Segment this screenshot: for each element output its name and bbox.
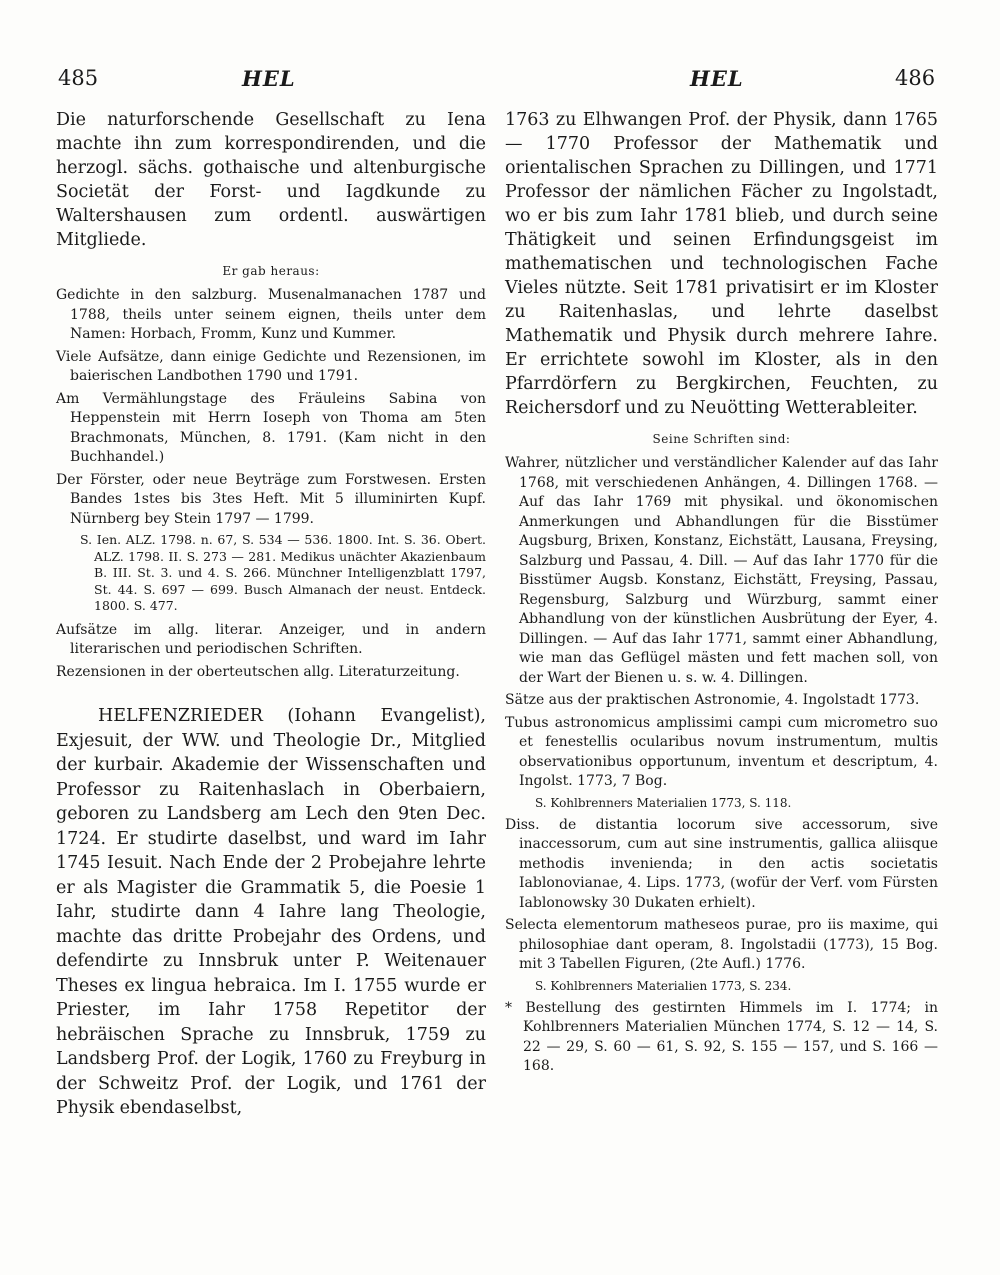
bibliography-entry: Viele Aufsätze, dann einige Gedichte und Rezensionen, im baierischen Landbothen 1790 und 1791.	[56, 348, 486, 384]
bibliography-entry: Am Vermählungstage des Fräuleins Sabina von Heppenstein mit Herrn Ioseph von Thoma am 5ten Brachmonats, München, 8. 1791. (Kam nicht in den Buchhandel.)	[56, 390, 486, 465]
left-page-number: 485	[58, 66, 99, 90]
bibliography-entry: Diss. de distantia locorum sive accessorum, sive inaccessorum, cum aut sine instrumentis, gallica aliisque methodis invenienda; in den actis societatis Iablonovianae, 4. Lips. 1773, (wofür der Verf. vom Fürsten Iablonowsky 30 Dukaten erhielt).	[505, 816, 938, 911]
right-running-head: HEL	[690, 66, 744, 91]
left-subheading: Er gab heraus:	[222, 264, 320, 278]
right-page-number: 486	[895, 66, 936, 90]
bibliography-entry: Sätze aus der praktischen Astronomie, 4. Ingolstadt 1773.	[505, 692, 920, 708]
bibliography-entry: Wahrer, nützlicher und verständlicher Kalender auf das Iahr 1768, mit verschiedenen Anhängen, 4. Dillingen 1768. — Auf das Iahr 1769 mit physikal. und ökonomischen Anmerkungen und Abhandlungen für die Bisstümer Augsburg, Brixen, Konstanz, Eichstätt, Lausana, Freysing, Salzburg und Passau, 4. Dill. — Auf das Iahr 1770 für die Bisstümer Augsb. Konstanz, Eichstätt, Freysing, Passau, Regensburg, Salzburg und Würzburg, sammt einer Abhandlung von der künstlichen Ausbrütung der Eyer, 4. Dillingen. — Auf das Iahr 1771, sammt einer Abhandlung, wie man das Geflügel mästen und fett machen soll, von der Wart der Bienen u. s. w. 4. Dillingen.	[505, 455, 938, 686]
right-continuation-paragraph: 1763 zu Elhwangen Prof. der Physik, dann 1765 — 1770 Professor der Mathematik und orientalischen Sprachen zu Dillingen, und 1771 Professor der nämlichen Fächer zu Ingolstadt, wo er bis zum Iahr 1781 blieb, und durch seine Thätigkeit und seinen Erfindungsgeist im mathematischen und technologischen Fache Vieles nützte. Seit 1781 privatisirt er im Kloster zu Raitenhaslas, und lehrte daselbst Mathematik und Physik durch mehrere Iahre. Er errichtete sowohl im Kloster, als in den Pfarrdörfern zu Bergkirchen, Feuchten, zu Reichersdorf und zu Neuötting Wetterableiter.	[505, 110, 938, 418]
bibliography-entry: Selecta elementorum matheseos purae, pro iis maxime, qui philosophiae dant operam, 8. Ingolstadii (1773), 15 Bog. mit 3 Tabellen Figuren, (2te Aufl.) 1776.	[505, 917, 938, 972]
reference-note: S. Kohlbrenners Materialien 1773, S. 234.	[535, 978, 792, 993]
right-subheading: Seine Schriften sind:	[652, 432, 791, 446]
biography-helfenzrieder: HELFENZRIEDER (Iohann Evangelist), Exjesuit, der WW. und Theologie Dr., Mitglied der kurbair. Akademie der Wissenschaften und Professor zu Raitenhaslach in Oberbaiern, geboren zu Landsberg am Lech den 9ten Dec. 1724. Er studirte daselbst, und ward im Iahr 1745 Iesuit. Nach Ende der 2 Probejahre lehrte er als Magister die Grammatik 5, die Poesie 1 Iahr, studirte dann 4 Iahre lang Theologie, machte das dritte Probejahr des Ordens, und defendirte zu Innsbruk unter P. Weitenauer Theses ex lingua hebraica. Im I. 1755 wurde er Priester, im Iahr 1758 Repetitor der hebräischen Sprache zu Innsbruk, 1759 zu Landsberg Prof. der Logik, 1760 zu Freyburg in der Schweitz Prof. der Logik, und 1761 der Physik ebendaselbst,	[56, 706, 486, 1118]
right-column	[505, 108, 938, 1077]
bibliography-entry: Der Förster, oder neue Beyträge zum Forstwesen. Ersten Bandes 1stes bis 3tes Heft. Mit 5 illuminirten Kupf. Nürnberg bey Stein 1797 — 1799.	[56, 471, 486, 527]
bibliography-entry: Rezensionen in der oberteutschen allg. Literaturzeitung.	[56, 663, 460, 680]
left-column	[56, 108, 486, 1121]
reference-note: S. Kohlbrenners Materialien 1773, S. 118.	[535, 795, 792, 810]
bibliography-entry: Aufsätze im allg. literar. Anzeiger, und in andern literarischen und periodischen Schriften.	[56, 621, 486, 657]
bibliography-entry-starred: * Bestellung des gestirnten Himmels im I. 1774; in Kohlbrenners Materialien München 1774, S. 12 — 14, S. 22 — 29, S. 60 — 61, S. 92, S. 155 — 157, und S. 166 — 168.	[505, 999, 938, 1074]
left-running-head: HEL	[242, 66, 296, 91]
bibliography-entry: Tubus astronomicus amplissimi campi cum micrometro suo et fenestellis ocularibus novum instrumentum, multis observationibus opportunum, inventum et descriptum, 4. Ingolst. 1773, 7 Bog.	[505, 714, 938, 789]
left-intro-paragraph: Die naturforschende Gesellschaft zu Iena machte ihn zum korrespondirenden, und die herzogl. sächs. gothaische und altenburgische Societät der Forst- und Iagdkunde zu Waltershausen zum ordentl. auswärtigen Mitgliede.	[56, 110, 486, 250]
reference-note: S. Ien. ALZ. 1798. n. 67, S. 534 — 536. 1800. Int. S. 36. Obert. ALZ. 1798. II. S. 273 — 281. Medikus unächter Akazienbaum B. III. St. 3. und 4. S. 266. Münchner Intelligenzblatt 1797, St. 44. S. 697 — 699. Busch Almanach der neust. Entdeck. 1800. S. 477.	[80, 532, 486, 613]
bibliography-entry: Gedichte in den salzburg. Musenalmanachen 1787 und 1788, theils unter seinem eignen, theils unter dem Namen: Horbach, Fromm, Kunz und Kummer.	[56, 287, 486, 342]
